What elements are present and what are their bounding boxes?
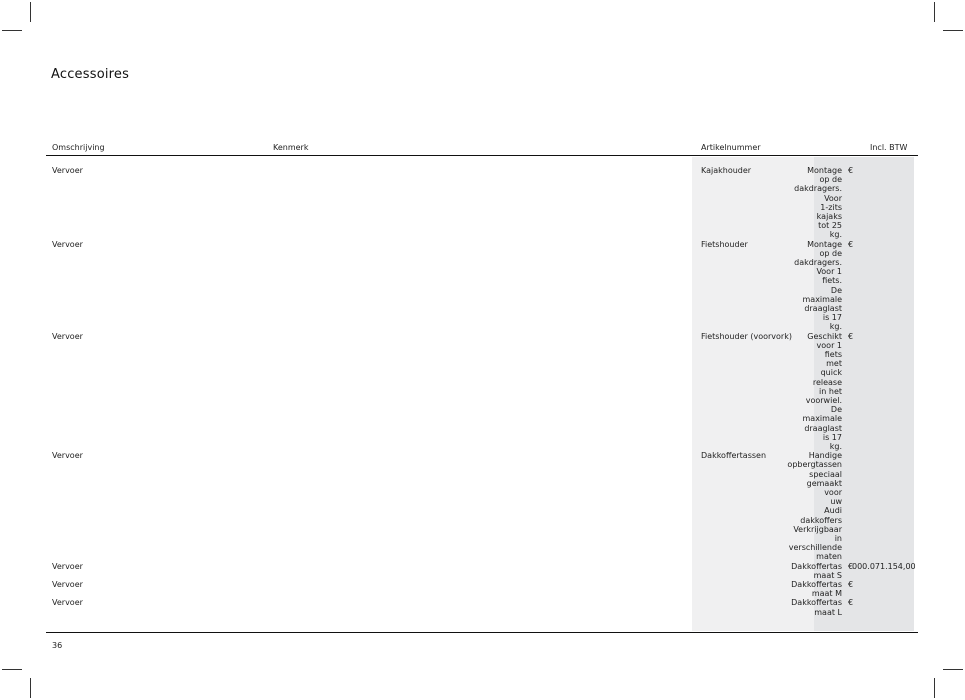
- row-description: [782, 332, 842, 452]
- row-currency: €: [848, 580, 854, 589]
- row-currency: €: [848, 561, 854, 571]
- description-line: release: [812, 377, 842, 387]
- row-name: Fietshouder (voorvork): [701, 331, 792, 341]
- description-line: De: [830, 405, 842, 415]
- description-line: Dakkoffertas: [791, 561, 842, 571]
- footer-rule: [46, 632, 918, 633]
- description-line: draaglast: [804, 423, 842, 433]
- description-line: met: [826, 359, 842, 369]
- description-line: voor 1: [816, 340, 842, 350]
- description-line: Voor 1: [816, 267, 842, 277]
- header-rule: [46, 155, 918, 156]
- description-line: is 17: [822, 432, 842, 442]
- description-line: fiets: [824, 350, 842, 359]
- description-line: maximale: [802, 414, 842, 424]
- description-line: De: [830, 285, 842, 295]
- description-line: gemaakt: [806, 478, 842, 488]
- description-line: voorwiel.: [805, 396, 842, 406]
- row-category: Vervoer: [52, 166, 83, 175]
- row-name: Fietshouder: [701, 239, 748, 249]
- crop-mark: [2, 30, 22, 31]
- description-line: Voor: [824, 193, 842, 203]
- column-header-omschrijving: Omschrijving: [52, 143, 105, 152]
- description-line: Montage: [807, 239, 842, 249]
- row-description: [782, 166, 842, 240]
- row-category: Vervoer: [52, 561, 83, 571]
- description-line: uw: [830, 497, 842, 507]
- crop-mark: [943, 669, 963, 670]
- page-title: Accessoires: [51, 67, 130, 82]
- crop-mark: [943, 30, 963, 31]
- description-line: kg.: [829, 442, 842, 452]
- description-line: verschillende: [788, 543, 842, 553]
- row-category: Vervoer: [52, 331, 83, 341]
- crop-mark: [934, 678, 935, 698]
- description-line: maten: [816, 552, 842, 562]
- description-line: Verkrijgbaar: [793, 524, 842, 534]
- column-header-artikelnummer: Artikelnummer: [701, 143, 761, 152]
- description-line: tot 25: [818, 221, 842, 231]
- description-line: Audi: [824, 506, 842, 516]
- row-category: Vervoer: [52, 451, 83, 461]
- description-line: Handige: [808, 451, 842, 461]
- row-description: [782, 240, 842, 332]
- description-line: dakkoffers: [800, 515, 842, 525]
- description-line: Montage: [807, 166, 842, 175]
- description-line: Dakkoffertas: [791, 598, 842, 608]
- description-line: Geschikt: [807, 331, 842, 341]
- description-line: dakdragers.: [794, 184, 842, 194]
- row-description: [782, 451, 842, 561]
- description-line: dakdragers.: [794, 258, 842, 267]
- description-line: draaglast: [804, 304, 842, 314]
- row-description: [782, 598, 842, 616]
- column-header-kenmerk: Kenmerk: [273, 143, 309, 152]
- row-category: Vervoer: [52, 239, 83, 249]
- description-line: maat L: [814, 607, 842, 617]
- description-line: kajaks: [816, 212, 842, 222]
- row-currency: €: [848, 166, 854, 175]
- row-name: Kajakhouder: [701, 166, 752, 175]
- description-line: voor: [824, 488, 842, 497]
- row-category: Vervoer: [52, 580, 83, 589]
- description-line: Dakkoffertas: [791, 580, 842, 589]
- crop-mark: [30, 2, 31, 22]
- description-line: in: [834, 534, 842, 544]
- row-currency: €: [848, 239, 854, 249]
- description-line: speciaal: [809, 469, 842, 479]
- crop-mark: [2, 669, 22, 670]
- description-line: op de: [819, 248, 842, 258]
- description-line: is 17: [822, 313, 842, 323]
- description-line: 1-zits: [820, 202, 842, 212]
- description-line: in het: [819, 386, 842, 396]
- row-article-number: 000.071.154,00: [852, 561, 916, 571]
- row-name: Dakkoffertassen: [701, 451, 767, 461]
- description-line: maat M: [811, 589, 842, 599]
- description-line: op de: [819, 175, 842, 185]
- row-category: Vervoer: [52, 598, 83, 608]
- crop-mark: [934, 2, 935, 22]
- column-header-incl-btw: Incl. BTW: [870, 143, 908, 152]
- description-line: quick: [820, 368, 842, 378]
- crop-mark: [30, 678, 31, 698]
- description-line: kg.: [829, 322, 842, 332]
- row-description: [782, 580, 842, 598]
- description-line: fiets.: [822, 276, 842, 286]
- description-line: opbergtassen: [787, 460, 842, 470]
- description-line: kg.: [829, 230, 842, 240]
- row-currency: €: [848, 598, 854, 608]
- row-currency: €: [848, 331, 854, 341]
- description-line: maat S: [813, 570, 842, 580]
- row-description: [782, 562, 842, 580]
- description-line: maximale: [802, 294, 842, 304]
- page-number: 36: [52, 641, 63, 650]
